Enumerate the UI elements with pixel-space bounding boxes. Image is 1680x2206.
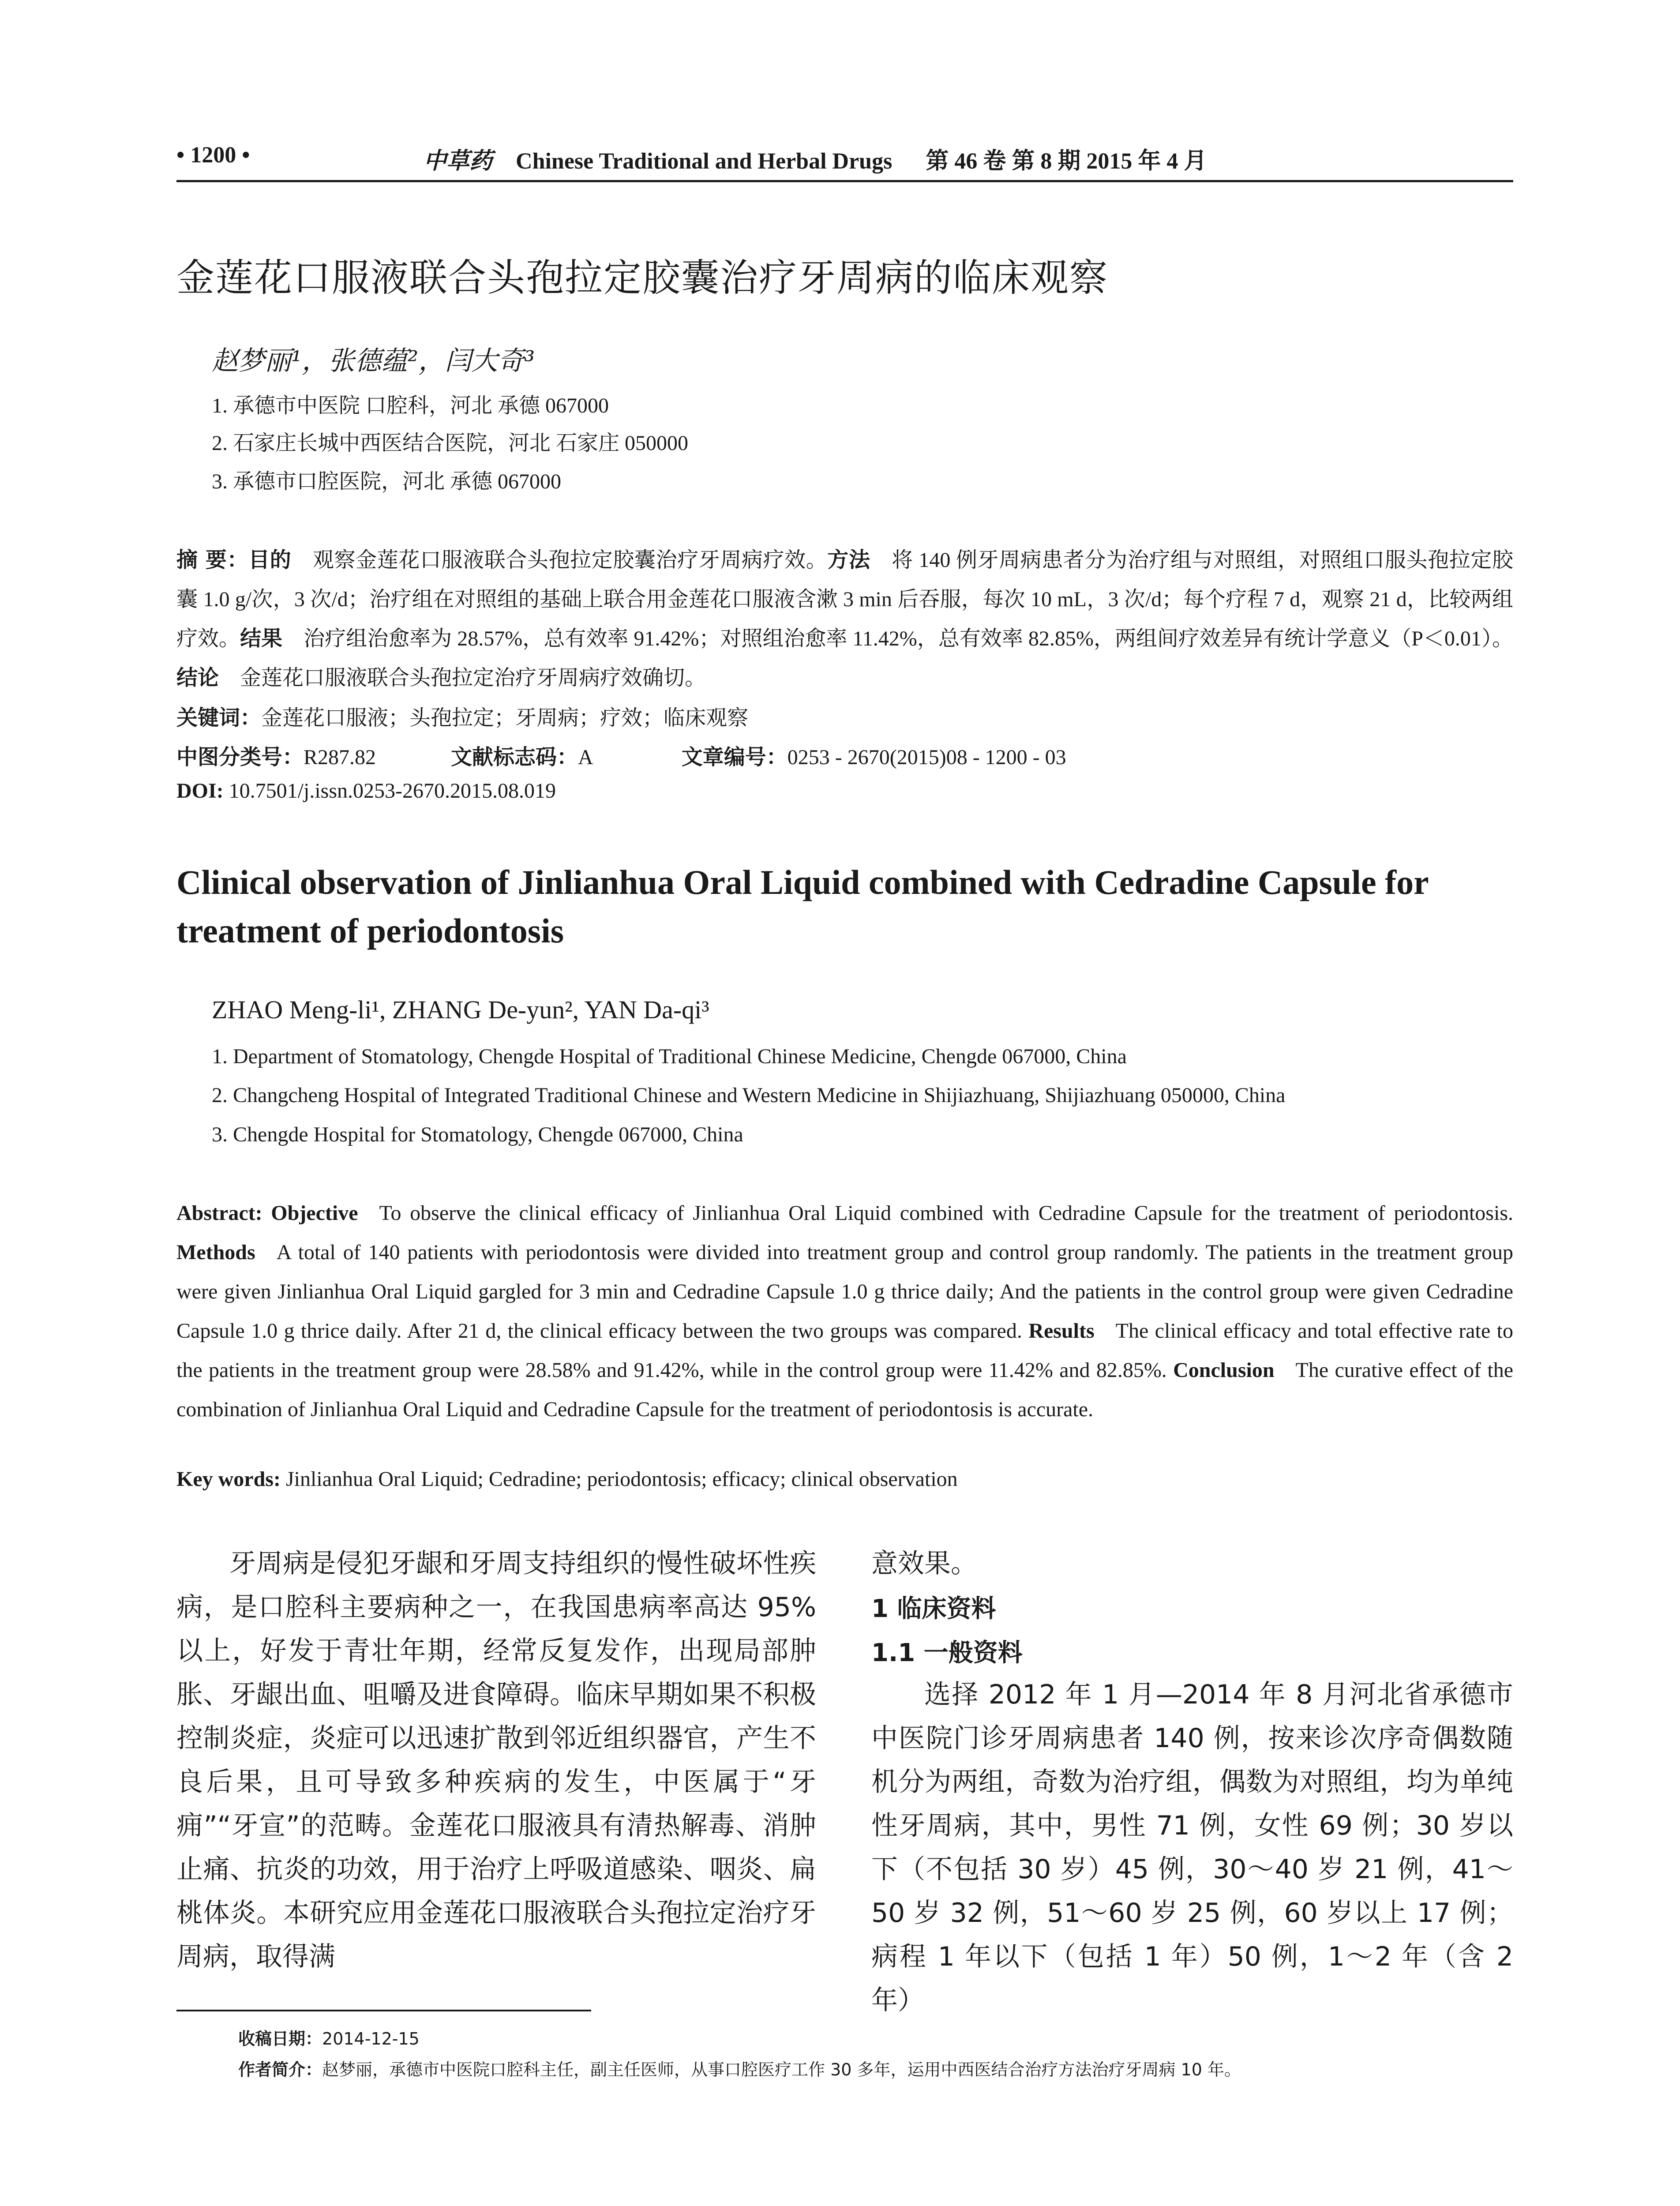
doc-code-value: A — [578, 746, 593, 769]
doi-label: DOI: — [176, 779, 224, 803]
page-number: • 1200 • — [176, 143, 250, 168]
section-heading-1: 1 临床资料 — [871, 1594, 996, 1623]
clc-value: R287.82 — [304, 746, 376, 769]
title-cn: 金莲花口服液联合头孢拉定胶囊治疗牙周病的临床观察 — [176, 256, 1108, 300]
body-left-paragraph: 牙周病是侵犯牙龈和牙周支持组织的慢性破坏性疾病，是口腔科主要病种之一，在我国患病率高达 95%以上，好发于青壮年期，经常反复发作，出现局部肿胀、牙龈出血、咀嚼及进食障碍。临床早期如果不积极控制炎症，炎症可以迅速扩散到邻近组织器官，产生不良后果，且可导致多种疾病的发生，中医属于“牙痈”“牙宣”的范畴。金莲花口服液具有清热解毒、消肿止痛、抗炎的功效，用于治疗上呼吸道感染、咽炎、扁桃体炎。本研究应用金莲花口服液联合头孢拉定治疗牙周病，取得满 — [176, 1548, 816, 1972]
results-cn: 治疗组治愈率为 28.57%，总有效率 91.42%；对照组治愈率 11.42%，总有效率 82.85%，两组间疗效差异有统计学意义（P＜0.01）。 — [304, 627, 1513, 650]
conclusion-en-label: Conclusion — [1173, 1358, 1275, 1382]
section-heading-1-1: 1.1 一般资料 — [871, 1639, 1023, 1667]
keywords-en-value: Jinlianhua Oral Liquid; Cedradine; periodontosis; efficacy; clinical observation — [285, 1467, 958, 1491]
doi-row — [176, 779, 556, 803]
article-no-label: 文章编号： — [681, 745, 788, 769]
doc-code-label: 文献标志码： — [451, 745, 578, 769]
methods-cn: 将 140 例牙周病患者分为治疗组与对照组，对照组口服头孢拉定胶囊 1.0 g/次，3 次/d；治疗组在对照组的基础上联合用金莲花口服液含漱 3 min 后吞服，每次 10 mL，3 次/d；每个疗程 7 d，观察 21 d，比较两组疗效。 — [176, 548, 1513, 650]
conclusion-cn: 金莲花口服液联合头孢拉定治疗牙周病疗效确切。 — [240, 666, 706, 690]
journal-name-cn: 中草药 — [424, 147, 493, 174]
methods-cn-label: 方法 — [827, 548, 870, 572]
received-date: 2014-12-15 — [322, 2029, 420, 2048]
author-bio: 赵梦丽，承德市中医院口腔科主任，副主任医师，从事口腔医疗工作 30 多年，运用中西医结合治疗方法治疗牙周病 10 年。 — [322, 2060, 1241, 2079]
objective-en: To observe the clinical efficacy of Jinlianhua Oral Liquid combined with Cedradine Capsule for the treatment of periodontosis. — [379, 1201, 1514, 1225]
journal-issue: 第 46 卷 第 8 期 2015 年 4 月 — [926, 149, 1207, 174]
methods-en: A total of 140 patients with periodontosis were divided into treatment group and control group randomly. The patients in the treatment group were given Jinlianhua Oral Liquid gargled for 3 min and Cedradine Capsule 1.0 g thrice daily; And the patients in the control group were given Cedradine Capsule 1.0 g thrice daily. After 21 d, the clinical efficacy between the two groups was compared. — [176, 1241, 1513, 1343]
conclusion-cn-label: 结论 — [176, 665, 219, 690]
affiliation-cn-3: 3. 承德市口腔医院，河北 承德 067000 — [212, 470, 562, 493]
abstract-en-label: Abstract: Objective — [176, 1201, 358, 1225]
doi-value: 10.7501/j.issn.0253-2670.2015.08.019 — [229, 779, 556, 803]
results-cn-label: 结果 — [240, 626, 283, 651]
abstract-cn — [176, 540, 1513, 698]
affiliation-en-2: 2. Changcheng Hospital of Integrated Traditional Chinese and Western Medicine in Shijiazhuang, Shijiazhuang 050000, China — [212, 1084, 1286, 1107]
body-right-continuation: 意效果。 — [871, 1548, 977, 1579]
affiliation-en-3: 3. Chengde Hospital for Stomatology, Chengde 067000, China — [212, 1123, 743, 1146]
keywords-cn-label: 关键词： — [176, 705, 262, 730]
title-en: Clinical observation of Jinlianhua Oral Liquid combined with Cedradine Capsule for treatment of periodontosis — [176, 863, 1429, 950]
abstract-cn-label: 摘 要： — [176, 548, 249, 572]
keywords-en-label: Key words: — [176, 1467, 281, 1491]
footnote-received — [238, 2025, 420, 2049]
results-en-label: Results — [1028, 1319, 1095, 1343]
affiliation-cn-1: 1. 承德市中医院 口腔科，河北 承德 067000 — [212, 394, 609, 417]
abstract-en — [176, 1193, 1513, 1429]
objective-cn: 观察金莲花口服液联合头孢拉定胶囊治疗牙周病疗效。 — [312, 548, 828, 572]
authors-cn: 赵梦丽¹，张德蕴²，闫大奇³ — [212, 345, 535, 376]
objective-cn-label: 目的 — [248, 548, 292, 572]
author-bio-label: 作者简介： — [238, 2060, 322, 2079]
results-en: The clinical efficacy and total effective rate to the patients in the treatment group were 28.58% and 91.42%, while in the control group were 11.42% and 82.85%. — [176, 1319, 1514, 1382]
keywords-en — [176, 1467, 958, 1491]
article-no-value: 0253 - 2670(2015)08 - 1200 - 03 — [787, 746, 1066, 769]
keywords-cn — [176, 701, 748, 731]
keywords-cn-value: 金莲花口服液；头孢拉定；牙周病；疗效；临床观察 — [261, 706, 749, 730]
header-rule — [176, 180, 1513, 182]
footnote-rule — [176, 2010, 591, 2011]
classification-row — [176, 740, 1066, 770]
journal-header — [424, 142, 1207, 175]
authors-en: ZHAO Meng-li¹, ZHANG De-yun², YAN Da-qi³ — [212, 995, 709, 1024]
footnote-author — [238, 2056, 1241, 2080]
conclusion-en: The curative effect of the combination of Jinlianhua Oral Liquid and Cedradine Capsule for the treatment of periodontosis is accurate. — [176, 1358, 1514, 1421]
journal-name-en: Chinese Traditional and Herbal Drugs — [516, 149, 892, 174]
methods-en-label: Methods — [176, 1241, 255, 1264]
affiliation-cn-2: 2. 石家庄长城中西医结合医院，河北 石家庄 050000 — [212, 431, 689, 455]
body-right-paragraph: 选择 2012 年 1 月—2014 年 8 月河北省承德市中医院门诊牙周病患者 140 例，按来诊次序奇偶数随机分为两组，奇数为治疗组，偶数为对照组，均为单纯性牙周病，其中，男性 71 例，女性 69 例；30 岁以下（不包括 30 岁）45 例，30～40 岁 21 例，41～50 岁 32 例，51～60 岁 25 例，60 岁以上 17 例；病程 1 年以下（包括 1 年）50 例，1～2 年（含 2 年） — [871, 1679, 1513, 2016]
clc-label: 中图分类号： — [176, 745, 304, 769]
affiliation-en-1: 1. Department of Stomatology, Chengde Hospital of Traditional Chinese Medicine, Chengde 067000, China — [212, 1045, 1127, 1068]
received-label: 收稿日期： — [238, 2029, 322, 2048]
